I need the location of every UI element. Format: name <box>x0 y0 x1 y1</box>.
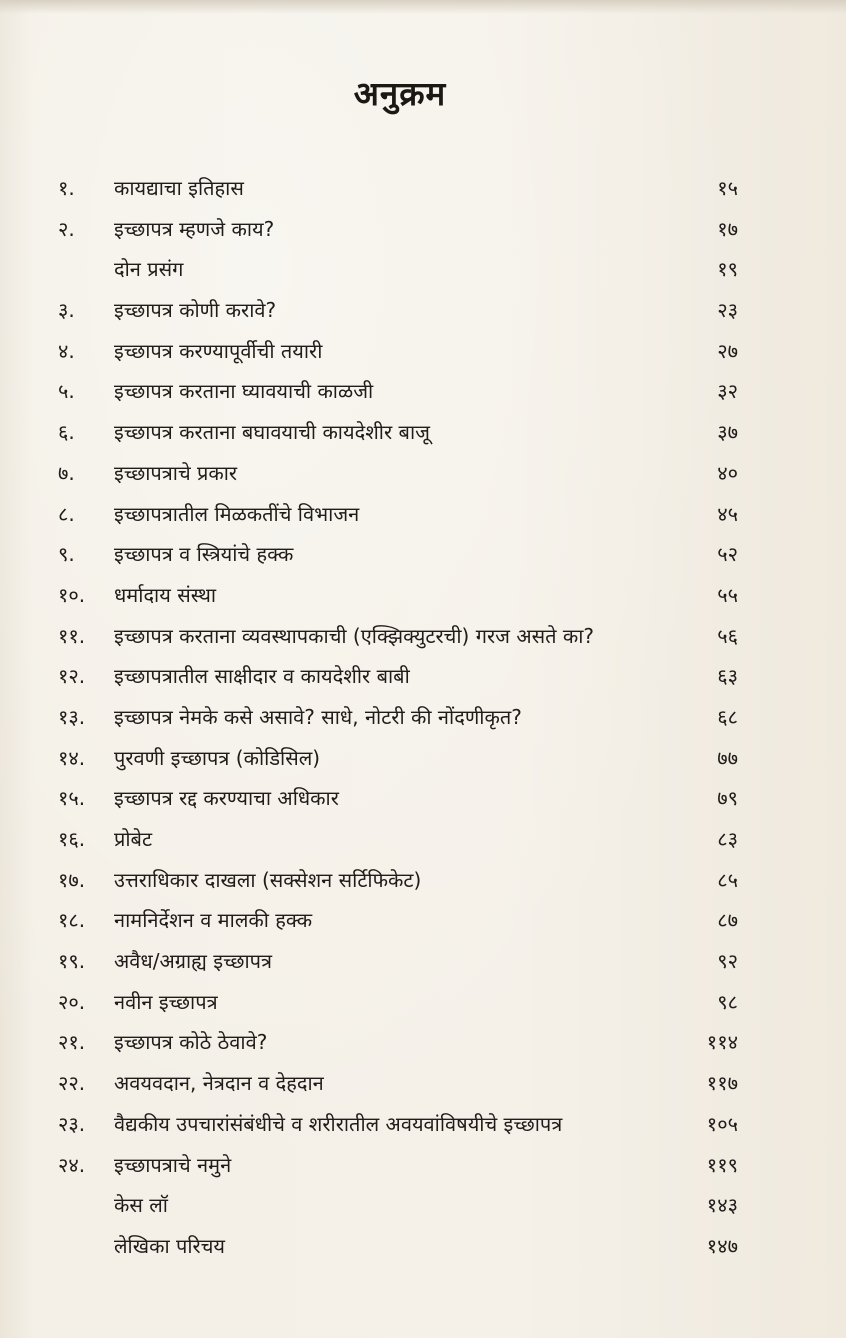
toc-entry-page-number: १०५ <box>706 1111 738 1136</box>
toc-entry-page-number: २३ <box>717 298 738 323</box>
toc-entry-title: अवयवदान, नेत्रदान व देहदान <box>114 1071 324 1096</box>
toc-entry <box>0 1104 846 1145</box>
toc-entry-number: १५. <box>58 786 86 811</box>
toc-entry-title: केस लॉ <box>114 1193 168 1218</box>
toc-entry-number: २३. <box>58 1111 86 1136</box>
toc-entry-title: वैद्यकीय उपचारांसंबंधीचे व शरीरातील अवयवांविषयीचे इच्छापत्र <box>114 1111 563 1136</box>
toc-entry <box>0 249 846 290</box>
toc-entry <box>0 494 846 535</box>
toc-entry-title: इच्छापत्रातील साक्षीदार व कायदेशीर बाबी <box>114 664 410 689</box>
page-title: अनुक्रम <box>353 74 447 113</box>
toc-entry-title: कायद्याचा इतिहास <box>114 176 244 200</box>
toc-entry-number: १८. <box>58 908 86 933</box>
toc-entry-title: दोन प्रसंग <box>114 257 184 282</box>
toc-entry <box>0 371 846 412</box>
toc-entry-number: ९. <box>58 542 75 567</box>
toc-entry-title: इच्छापत्र करताना बघावयाची कायदेशीर बाजू <box>114 420 430 445</box>
toc-entry-number: ७. <box>58 460 75 485</box>
toc-entry-number: १. <box>58 176 75 200</box>
toc-entry-page-number: ९८ <box>717 989 738 1014</box>
toc-entry-title: इच्छापत्र करण्यापूर्वीची तयारी <box>114 338 323 363</box>
toc-entry-page-number: ११७ <box>706 1071 738 1096</box>
toc-entry-number: ६. <box>58 420 75 445</box>
toc-entry-number: १०. <box>58 582 86 607</box>
toc-entry <box>0 656 846 697</box>
toc-entry-page-number: ८३ <box>717 827 738 851</box>
toc-entry-page-number: ११४ <box>706 1030 738 1055</box>
toc-entry-number: २४. <box>58 1152 86 1177</box>
toc-entry-page-number: ४५ <box>717 501 738 526</box>
toc-entry <box>0 860 846 901</box>
toc-entry-page-number: ३७ <box>717 420 738 445</box>
toc-entry-page-number: १५ <box>717 176 738 200</box>
toc-entry-title: अवैध/अग्राह्य इच्छापत्र <box>114 949 273 974</box>
toc-entry-number: १२. <box>58 664 86 689</box>
toc-entry-number: १९. <box>58 949 86 974</box>
toc-entry-number: १६. <box>58 827 86 851</box>
toc-entry-number: ८. <box>58 501 75 526</box>
toc-entry-page-number: ११९ <box>706 1152 738 1177</box>
toc-entry-page-number: ६८ <box>717 704 738 729</box>
toc-entry-title: प्रोबेट <box>114 827 153 851</box>
toc-entry-title: इच्छापत्र व स्त्रियांचे हक्क <box>114 542 294 567</box>
toc-entry <box>0 209 846 250</box>
toc-entry-title: इच्छापत्र रद्द करण्याचा अधिकार <box>114 786 339 811</box>
toc-entry-page-number: ४० <box>717 460 738 485</box>
toc-entry-number: ४. <box>58 338 75 363</box>
toc-entry <box>0 738 846 779</box>
toc-entry-page-number: ७९ <box>717 786 738 811</box>
toc-entry-page-number: ५६ <box>717 623 738 648</box>
toc-entry-page-number: ७७ <box>717 745 738 770</box>
toc-entry-number: १७. <box>58 867 86 892</box>
toc-entry <box>0 1226 846 1267</box>
toc-entry-number: ११. <box>58 623 86 648</box>
toc-entry <box>0 982 846 1023</box>
toc-entry-number: ३. <box>58 298 75 323</box>
toc-entry-title: नवीन इच्छापत्र <box>114 989 218 1014</box>
toc-entry-title: धर्मादाय संस्था <box>114 582 217 607</box>
toc-entry-title: इच्छापत्राचे नमुने <box>114 1152 232 1177</box>
toc-entry <box>0 534 846 575</box>
toc-entry <box>0 1185 846 1226</box>
toc-entry <box>0 697 846 738</box>
toc-entry-title: नामनिर्देशन व मालकी हक्क <box>114 908 313 933</box>
table-of-contents <box>0 168 846 1267</box>
toc-entry-number: २. <box>58 216 75 241</box>
toc-entry-page-number: १७ <box>717 216 738 241</box>
toc-entry-title: उत्तराधिकार दाखला (सक्सेशन सर्टिफिकेट) <box>114 867 422 892</box>
toc-entry <box>0 453 846 494</box>
toc-entry <box>0 900 846 941</box>
toc-entry <box>0 575 846 616</box>
toc-entry-title: इच्छापत्र कोठे ठेवावे? <box>114 1030 268 1055</box>
toc-entry-number: १३. <box>58 704 86 729</box>
toc-entry-page-number: ९२ <box>717 949 738 974</box>
toc-entry <box>0 168 846 209</box>
toc-entry-page-number: १४७ <box>706 1233 738 1258</box>
toc-entry <box>0 778 846 819</box>
toc-entry <box>0 1022 846 1063</box>
toc-entry-page-number: ८७ <box>717 908 738 933</box>
toc-entry-title: इच्छापत्राचे प्रकार <box>114 460 238 485</box>
toc-entry-number: २०. <box>58 989 86 1014</box>
toc-entry-title: लेखिका परिचय <box>114 1233 226 1258</box>
toc-entry <box>0 616 846 657</box>
toc-entry-number: २२. <box>58 1071 86 1096</box>
toc-entry-page-number: २७ <box>717 338 738 363</box>
toc-entry-page-number: ६३ <box>717 664 738 689</box>
toc-entry-title: पुरवणी इच्छापत्र (कोडिसिल) <box>114 745 321 770</box>
toc-entry-title: इच्छापत्रातील मिळकतींचे विभाजन <box>114 501 360 526</box>
toc-entry-number: २१. <box>58 1030 86 1055</box>
toc-entry-page-number: १४३ <box>706 1193 738 1218</box>
toc-entry-page-number: ५२ <box>717 542 738 567</box>
toc-entry-title: इच्छापत्र कोणी करावे? <box>114 298 277 323</box>
toc-entry-title: इच्छापत्र करताना व्यवस्थापकाची (एक्झिक्युटरची) गरज असते का? <box>114 623 595 648</box>
page-top-shadow <box>0 0 846 14</box>
toc-entry <box>0 290 846 331</box>
toc-entry-page-number: ३२ <box>717 379 738 404</box>
toc-entry <box>0 1063 846 1104</box>
toc-entry <box>0 819 846 860</box>
toc-entry-number: ५. <box>58 379 75 404</box>
toc-entry-title: इच्छापत्र म्हणजे काय? <box>114 216 275 241</box>
toc-entry-page-number: ८५ <box>717 867 738 892</box>
toc-entry-page-number: १९ <box>717 257 738 282</box>
toc-entry-title: इच्छापत्र करताना घ्यावयाची काळजी <box>114 379 374 404</box>
toc-entry-title: इच्छापत्र नेमके कसे असावे? साधे, नोटरी की नोंदणीकृत? <box>114 704 522 729</box>
toc-entry <box>0 1145 846 1186</box>
toc-entry <box>0 331 846 372</box>
toc-entry-number: १४. <box>58 745 86 770</box>
toc-entry-page-number: ५५ <box>717 582 738 607</box>
toc-entry <box>0 941 846 982</box>
toc-entry <box>0 412 846 453</box>
